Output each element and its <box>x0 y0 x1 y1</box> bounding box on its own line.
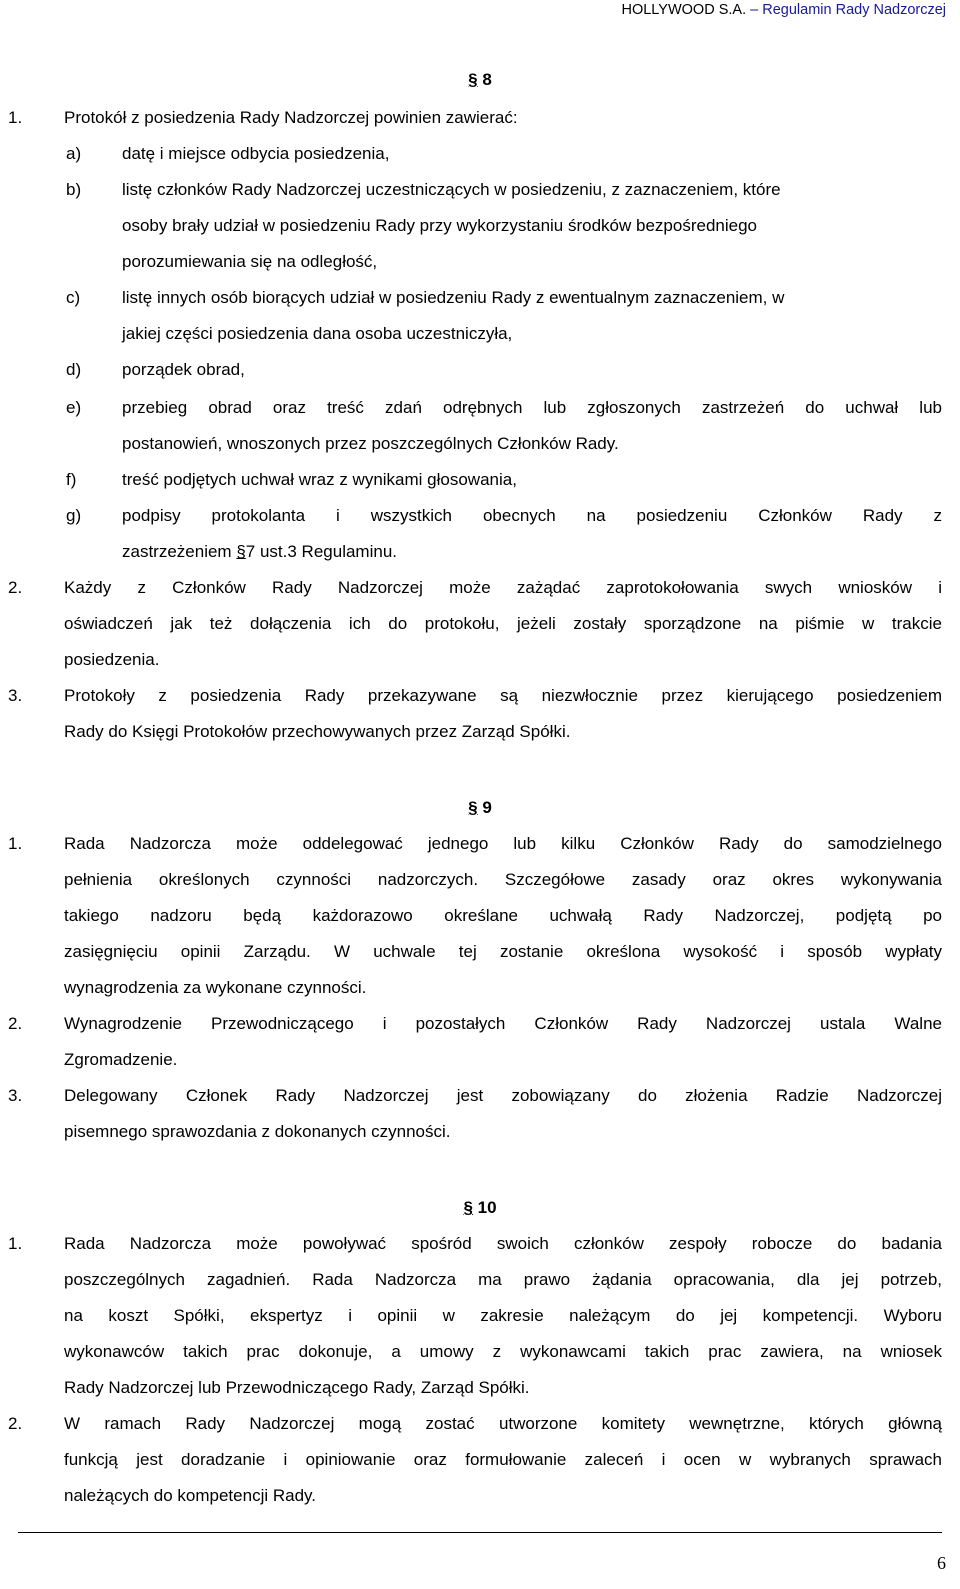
s8-item-b-line2: osoby brały udział w posiedzeniu Rady przy wykorzystaniu środków bezpośredniego <box>122 216 757 235</box>
item-label: e) <box>66 398 82 417</box>
running-header <box>621 2 946 18</box>
point-number: 3. <box>8 686 23 705</box>
point-number: 3. <box>8 1086 23 1105</box>
s8-item-g-line1: podpisy protokolanta i wszystkich obecnych na posiedzeniu Członków Rady z <box>122 506 942 525</box>
s10-p2-line2: funkcją jest doradzanie i opiniowanie oraz formułowanie zaleceń i ocen w wybranych sprawach <box>64 1450 942 1469</box>
section-symbol: § <box>236 542 246 561</box>
s9-p1-line2: pełnienia określonych czynności nadzorczych. Szczegółowe zasady oraz okres wykonywania <box>64 870 942 889</box>
point-number: 2. <box>8 1414 23 1433</box>
item-label: f) <box>66 470 77 489</box>
point-text: Protokół z posiedzenia Rady Nadzorczej powinien zawierać: <box>64 108 518 127</box>
s8-p2-line2: oświadczeń jak też dołączenia ich do protokołu, jeżeli zostały sporządzone na piśmie w trakcie <box>64 614 942 633</box>
s8-p3-line1: Protokoły z posiedzenia Rady przekazywane są niezwłocznie przez kierującego posiedzeniem <box>64 686 942 705</box>
item-label: g) <box>66 506 82 525</box>
item-label: c) <box>66 288 81 307</box>
section-number: 9 <box>482 798 492 817</box>
s9-p1-line4: zasięgnięciu opinii Zarządu. W uchwale tej zostanie określona wysokość i sposób wypłaty <box>64 942 942 961</box>
text-fragment: zastrzeżeniem <box>122 542 237 561</box>
item-label: a) <box>66 144 82 163</box>
s10-p1-line3: na koszt Spółki, ekspertyz i opinii w zakresie należącym do jej kompetencji. Wyboru <box>64 1306 942 1325</box>
s9-p2-line1: Wynagrodzenie Przewodniczącego i pozostałych Członków Rady Nadzorczej ustala Walne <box>64 1014 942 1033</box>
point-number: 2. <box>8 1014 23 1033</box>
point-number: 1. <box>8 834 23 853</box>
item-label: d) <box>66 360 82 379</box>
point-number: 1. <box>8 1234 23 1253</box>
section-heading-10 <box>0 1198 960 1218</box>
s10-p2-line3: należących do kompetencji Rady. <box>64 1486 316 1505</box>
s9-p1-line5: wynagrodzenia za wykonane czynności. <box>64 978 367 997</box>
s10-p1-line4: wykonawców takich prac dokonuje, a umowy z wykonawcami takich prac zawiera, na wniosek <box>64 1342 942 1361</box>
item-text: porządek obrad, <box>122 360 245 379</box>
s9-p1-line1: Rada Nadzorcza może oddelegować jednego lub kilku Członków Rady do samodzielnego <box>64 834 942 853</box>
item-text: listę innych osób biorących udział w posiedzeniu Rady z ewentualnym zaznaczeniem, w <box>122 288 785 307</box>
header-company: HOLLYWOOD S.A. <box>621 2 747 18</box>
s8-p2-line1: Każdy z Członków Rady Nadzorczej może zażądać zaprotokołowania swych wniosków i <box>64 578 942 597</box>
s10-p1-line5: Rady Nadzorczej lub Przewodniczącego Rady, Zarząd Spółki. <box>64 1378 530 1397</box>
s8-item-e-line1: przebieg obrad oraz treść zdań odrębnych lub zgłoszonych zastrzeżeń do uchwał lub <box>122 398 942 417</box>
s8-item-g-line2 <box>122 534 397 570</box>
section-symbol: § <box>468 70 478 89</box>
item-text: treść podjętych uchwał wraz z wynikami głosowania, <box>122 470 517 489</box>
point-number: 1. <box>8 108 23 127</box>
section-heading-8 <box>0 70 960 90</box>
header-dash: – <box>750 2 759 18</box>
section-heading-9 <box>0 798 960 818</box>
s9-p3-line1: Delegowany Członek Rady Nadzorczej jest zobowiązany do złożenia Radzie Nadzorczej <box>64 1086 942 1105</box>
item-text: listę członków Rady Nadzorczej uczestniczących w posiedzeniu, z zaznaczeniem, które <box>122 180 781 199</box>
s10-p1-line1: Rada Nadzorcza może powoływać spośród swoich członków zespoły robocze do badania <box>64 1234 942 1253</box>
section-symbol: § <box>463 1198 473 1217</box>
s8-p3-line2: Rady do Księgi Protokołów przechowywanych przez Zarząd Spółki. <box>64 722 571 741</box>
s8-item-b-line3: porozumiewania się na odległość, <box>122 252 378 271</box>
s8-item-c-line2: jakiej części posiedzenia dana osoba uczestniczyła, <box>122 324 513 343</box>
section-symbol: § <box>468 798 478 817</box>
s9-p1-line3: takiego nadzoru będą każdorazowo określane uchwałą Rady Nadzorczej, podjętą po <box>64 906 942 925</box>
point-number: 2. <box>8 578 23 597</box>
text-fragment: 7 ust.3 Regulaminu. <box>245 542 397 561</box>
section-number: 8 <box>482 70 492 89</box>
page-number: 6 <box>937 1553 946 1573</box>
s10-p2-line1: W ramach Rady Nadzorczej mogą zostać utworzone komitety wewnętrzne, których główną <box>64 1414 942 1433</box>
header-document-title: Regulamin Rady Nadzorczej <box>762 2 946 18</box>
footer-divider <box>18 1532 942 1533</box>
item-label: b) <box>66 180 82 199</box>
s8-item-e-line2: postanowień, wnoszonych przez poszczególnych Członków Rady. <box>122 434 619 453</box>
section-number: 10 <box>477 1198 497 1217</box>
s8-p2-line3: posiedzenia. <box>64 650 160 669</box>
s10-p1-line2: poszczególnych zagadnień. Rada Nadzorcza ma prawo żądania opracowania, dla jej potrzeb, <box>64 1270 942 1289</box>
s9-p3-line2: pisemnego sprawozdania z dokonanych czynności. <box>64 1122 451 1141</box>
item-text: datę i miejsce odbycia posiedzenia, <box>122 144 390 163</box>
s9-p2-line2: Zgromadzenie. <box>64 1050 178 1069</box>
